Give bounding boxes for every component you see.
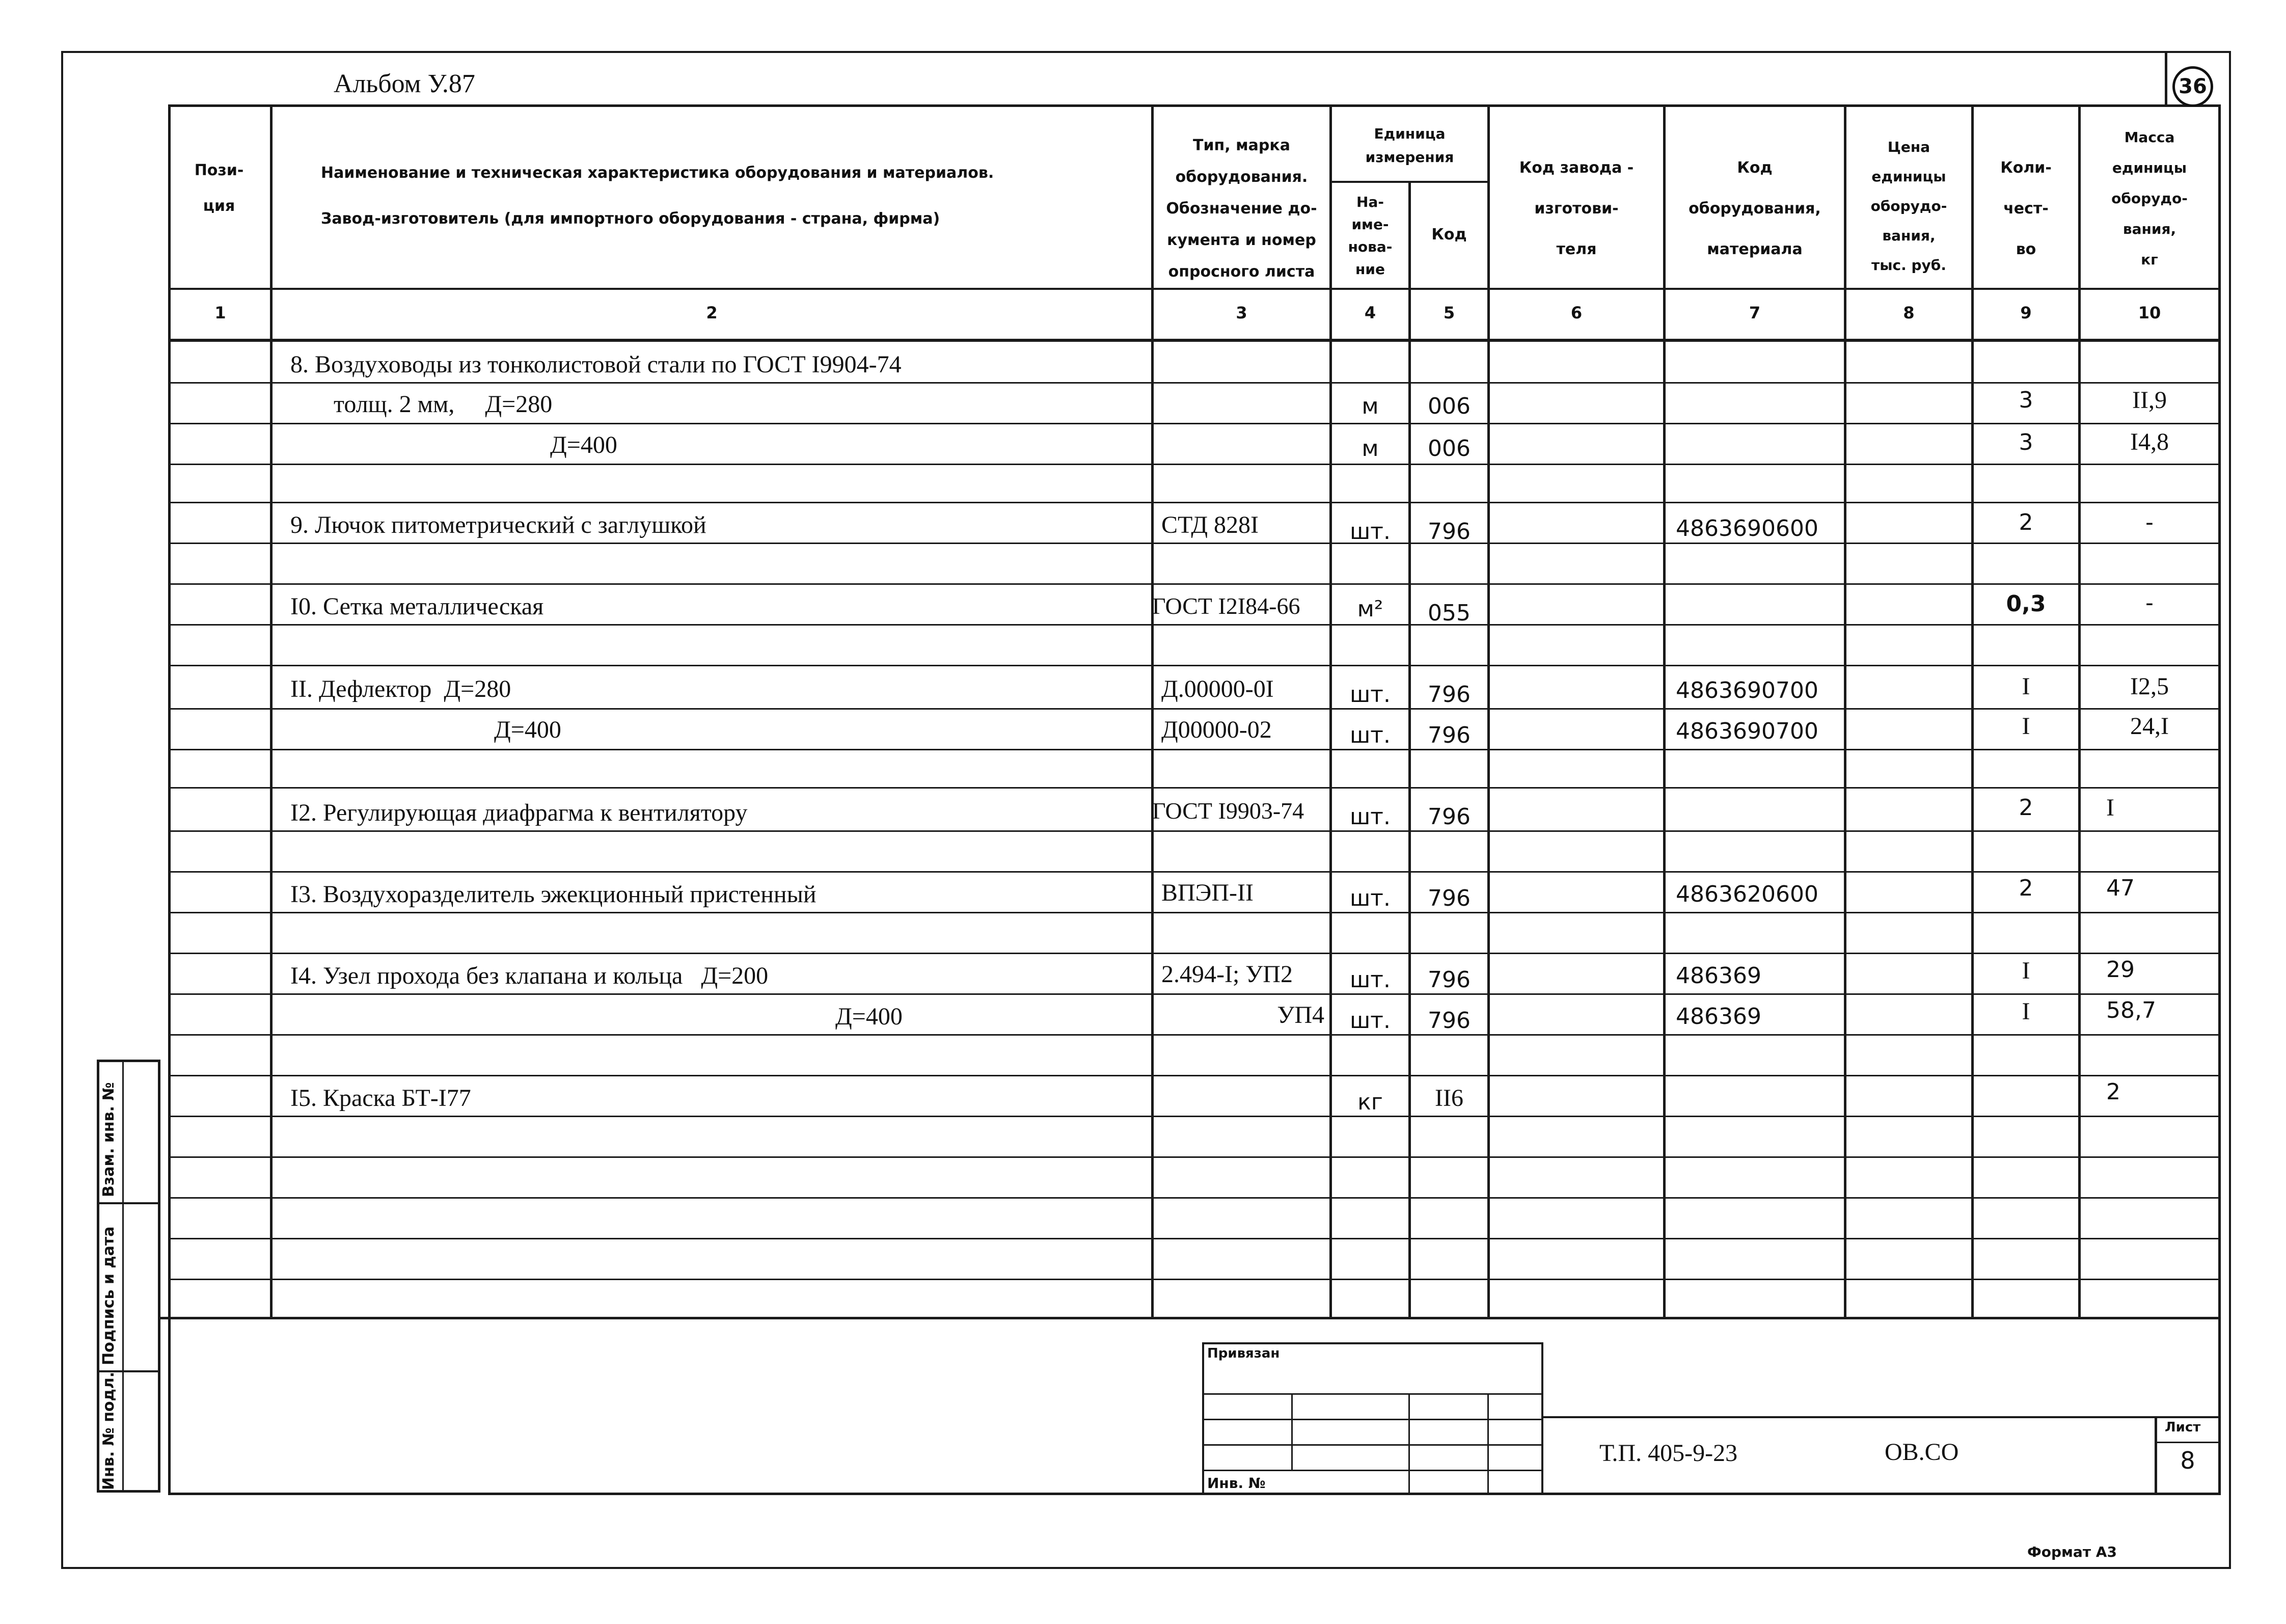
- row-type: УП4: [1277, 1002, 1324, 1028]
- row-code: II6: [1435, 1085, 1463, 1112]
- sheet-label: Лист: [2165, 1420, 2201, 1435]
- col9-header: [1974, 148, 2078, 270]
- row-code: 796: [1428, 967, 1471, 993]
- col9-header-line: чест-: [2003, 200, 2049, 218]
- col10-header: [2081, 122, 2218, 275]
- row-name: 9. Лючок питометрический с заглушкой: [290, 511, 706, 538]
- col7-header-line: оборудования,: [1689, 200, 1821, 218]
- unit-group-header-line: измерения: [1365, 149, 1454, 166]
- row-code: 796: [1428, 804, 1471, 830]
- col8-header-line: вания,: [1882, 227, 1936, 244]
- row-name: I5. Краска БТ-I77: [290, 1085, 471, 1112]
- row-code: 055: [1428, 600, 1471, 626]
- row-name: толщ. 2 мм, Д=280: [334, 391, 553, 418]
- row-qty: 3: [2019, 387, 2033, 413]
- row-qty: I: [2022, 998, 2030, 1025]
- col8-header-line: оборудо-: [1870, 198, 1947, 214]
- col1-header-line: Пози-: [194, 161, 244, 179]
- row-mass: 58,7: [2106, 997, 2156, 1023]
- row-equip-code: 486369: [1676, 963, 1761, 989]
- row-code: 796: [1428, 682, 1471, 708]
- row-unit: шт.: [1350, 804, 1391, 830]
- col-number: 1: [214, 303, 226, 322]
- row-equip-code: 4863620600: [1676, 881, 1818, 907]
- col4-header-line: ние: [1355, 261, 1385, 278]
- col5-header: Код: [1431, 226, 1467, 243]
- col2-header-line: Завод-изготовитель (для импортного оборудования - страна, фирма): [321, 210, 940, 228]
- row-qty: I: [2022, 673, 2030, 700]
- row-qty: I: [2022, 957, 2030, 984]
- col2-header: [275, 150, 1151, 242]
- row-unit: шт.: [1350, 1008, 1391, 1034]
- format-label: Формат А3: [2027, 1544, 2117, 1560]
- row-code: 006: [1428, 393, 1471, 419]
- page-number-circle: [2172, 66, 2213, 107]
- row-code: 006: [1428, 436, 1471, 462]
- row-name: I3. Воздухоразделитель эжекционный пристенный: [290, 881, 817, 908]
- row-unit: шт.: [1350, 722, 1391, 748]
- row-code: 796: [1428, 1008, 1471, 1034]
- row-name: II. Дефлектор Д=280: [290, 675, 511, 702]
- col-number: 4: [1364, 303, 1376, 322]
- privyazan-label: Привязан: [1207, 1346, 1280, 1361]
- row-name: Д=400: [494, 716, 561, 743]
- col6-header-line: теля: [1556, 240, 1597, 258]
- row-equip-code: 4863690700: [1676, 718, 1818, 744]
- side-label-inv-podl: Инв. № подл.: [100, 1371, 118, 1490]
- col9-header-line: Коли-: [2000, 159, 2052, 177]
- col4-header-line: На-: [1356, 194, 1384, 210]
- album-title: Альбом У.87: [334, 69, 475, 98]
- col8-header: [1846, 132, 1971, 280]
- col-number: 9: [2020, 303, 2032, 322]
- row-type: Д00000-02: [1161, 716, 1272, 743]
- col7-header-line: Код: [1737, 159, 1773, 177]
- col10-header-line: вания,: [2122, 221, 2176, 237]
- col-number: 10: [2138, 303, 2161, 322]
- col1-header-line: ция: [203, 197, 235, 215]
- col2-header-line: Наименование и техническая характеристика оборудования и материалов.: [321, 164, 994, 182]
- row-type: 2.494-I; УП2: [1161, 961, 1293, 988]
- col10-header-line: кг: [2141, 251, 2158, 268]
- row-mass: II,9: [2132, 387, 2167, 414]
- row-name: I4. Узел прохода без клапана и кольца Д=200: [290, 962, 769, 989]
- row-type: ГОСТ I2I84-66: [1152, 593, 1300, 619]
- row-unit: шт.: [1350, 967, 1391, 993]
- row-name: I0. Сетка металлическая: [290, 593, 544, 620]
- col7-header: [1666, 148, 1844, 270]
- row-mass: 24,I: [2130, 713, 2169, 740]
- col3-header-line: Тип, марка: [1193, 137, 1290, 154]
- row-qty: 0,3: [2006, 591, 2046, 617]
- row-unit: шт.: [1350, 519, 1391, 545]
- row-unit: м: [1362, 436, 1379, 462]
- col3-header-line: Обозначение до-: [1166, 200, 1317, 218]
- row-code: 796: [1428, 519, 1471, 545]
- unit-group-header: [1332, 122, 1487, 169]
- col-number: 7: [1749, 303, 1761, 322]
- row-equip-code: 4863690600: [1676, 516, 1818, 542]
- col-number: 2: [706, 303, 718, 322]
- row-qty: 2: [2019, 795, 2033, 821]
- row-equip-code: 486369: [1676, 1004, 1761, 1030]
- col3-header-line: кумента и номер: [1167, 231, 1316, 249]
- page-circle-number: 36: [2179, 75, 2207, 98]
- row-type: СТД 828I: [1161, 511, 1259, 538]
- row-mass: 47: [2106, 875, 2135, 901]
- col-number: 3: [1236, 303, 1247, 322]
- row-unit: м²: [1357, 596, 1383, 622]
- col8-header-line: Цена: [1887, 139, 1930, 155]
- col9-header-line: во: [2016, 240, 2036, 258]
- row-name: Д=400: [835, 1003, 903, 1030]
- row-unit: кг: [1357, 1089, 1383, 1115]
- row-name: I2. Регулирующая диафрагма к вентилятору: [290, 799, 748, 826]
- col3-header-line: опросного листа: [1168, 263, 1315, 281]
- col7-header-line: материала: [1707, 240, 1803, 258]
- col4-header-line: нова-: [1348, 238, 1393, 255]
- inv-label: Инв. №: [1207, 1475, 1266, 1492]
- row-mass: -: [2145, 590, 2154, 616]
- row-qty: 2: [2019, 509, 2033, 535]
- row-name: Д=400: [550, 431, 617, 458]
- row-mass: I2,5: [2130, 673, 2169, 700]
- sheet-number: 8: [2180, 1447, 2195, 1474]
- col8-header-line: единицы: [1871, 168, 1946, 185]
- col-number: 5: [1443, 303, 1455, 322]
- row-qty: 2: [2019, 875, 2033, 901]
- section-code: ОВ.СО: [1885, 1439, 1959, 1466]
- col-number: 8: [1903, 303, 1915, 322]
- col10-header-line: единицы: [2112, 159, 2187, 176]
- col4-header: [1332, 191, 1408, 281]
- row-mass: 29: [2106, 957, 2135, 983]
- col10-header-line: Масса: [2124, 129, 2175, 146]
- col-number: 6: [1570, 303, 1583, 322]
- col1-header: [171, 153, 267, 224]
- col8-header-line: тыс. руб.: [1871, 257, 1946, 274]
- col6-header-line: Код завода -: [1519, 159, 1634, 177]
- row-mass: -: [2145, 509, 2154, 535]
- row-mass: I: [2106, 794, 2114, 821]
- col10-header-line: оборудо-: [2111, 190, 2188, 207]
- row-type: ГОСТ I9903-74: [1152, 798, 1304, 824]
- row-unit: шт.: [1350, 682, 1391, 708]
- row-qty: I: [2022, 713, 2030, 740]
- row-mass: I4,8: [2130, 428, 2169, 455]
- row-name: 8. Воздуховоды из тонколистовой стали по ГОСТ I9904-74: [290, 351, 902, 378]
- row-type: ВПЭП-II: [1161, 879, 1254, 906]
- col3-header-line: оборудования.: [1175, 168, 1308, 186]
- side-label-vzam-inv: Взам. инв. №: [100, 1082, 118, 1197]
- row-mass: 2: [2106, 1079, 2120, 1105]
- row-code: 796: [1428, 885, 1471, 911]
- doc-code: Т.П. 405-9-23: [1599, 1440, 1738, 1467]
- col6-header-line: изготови-: [1534, 200, 1619, 218]
- col4-header-line: име-: [1351, 216, 1389, 233]
- row-unit: м: [1362, 393, 1379, 419]
- row-type: Д.00000-0I: [1161, 675, 1274, 702]
- row-code: 796: [1428, 722, 1471, 748]
- col6-header: [1490, 148, 1663, 270]
- side-label-signature-date: Подпись и дата: [100, 1226, 118, 1365]
- unit-group-header-line: Единица: [1374, 125, 1446, 142]
- row-unit: шт.: [1350, 885, 1391, 911]
- row-equip-code: 4863690700: [1676, 678, 1818, 703]
- col3-header: [1154, 130, 1329, 288]
- row-qty: 3: [2019, 429, 2033, 455]
